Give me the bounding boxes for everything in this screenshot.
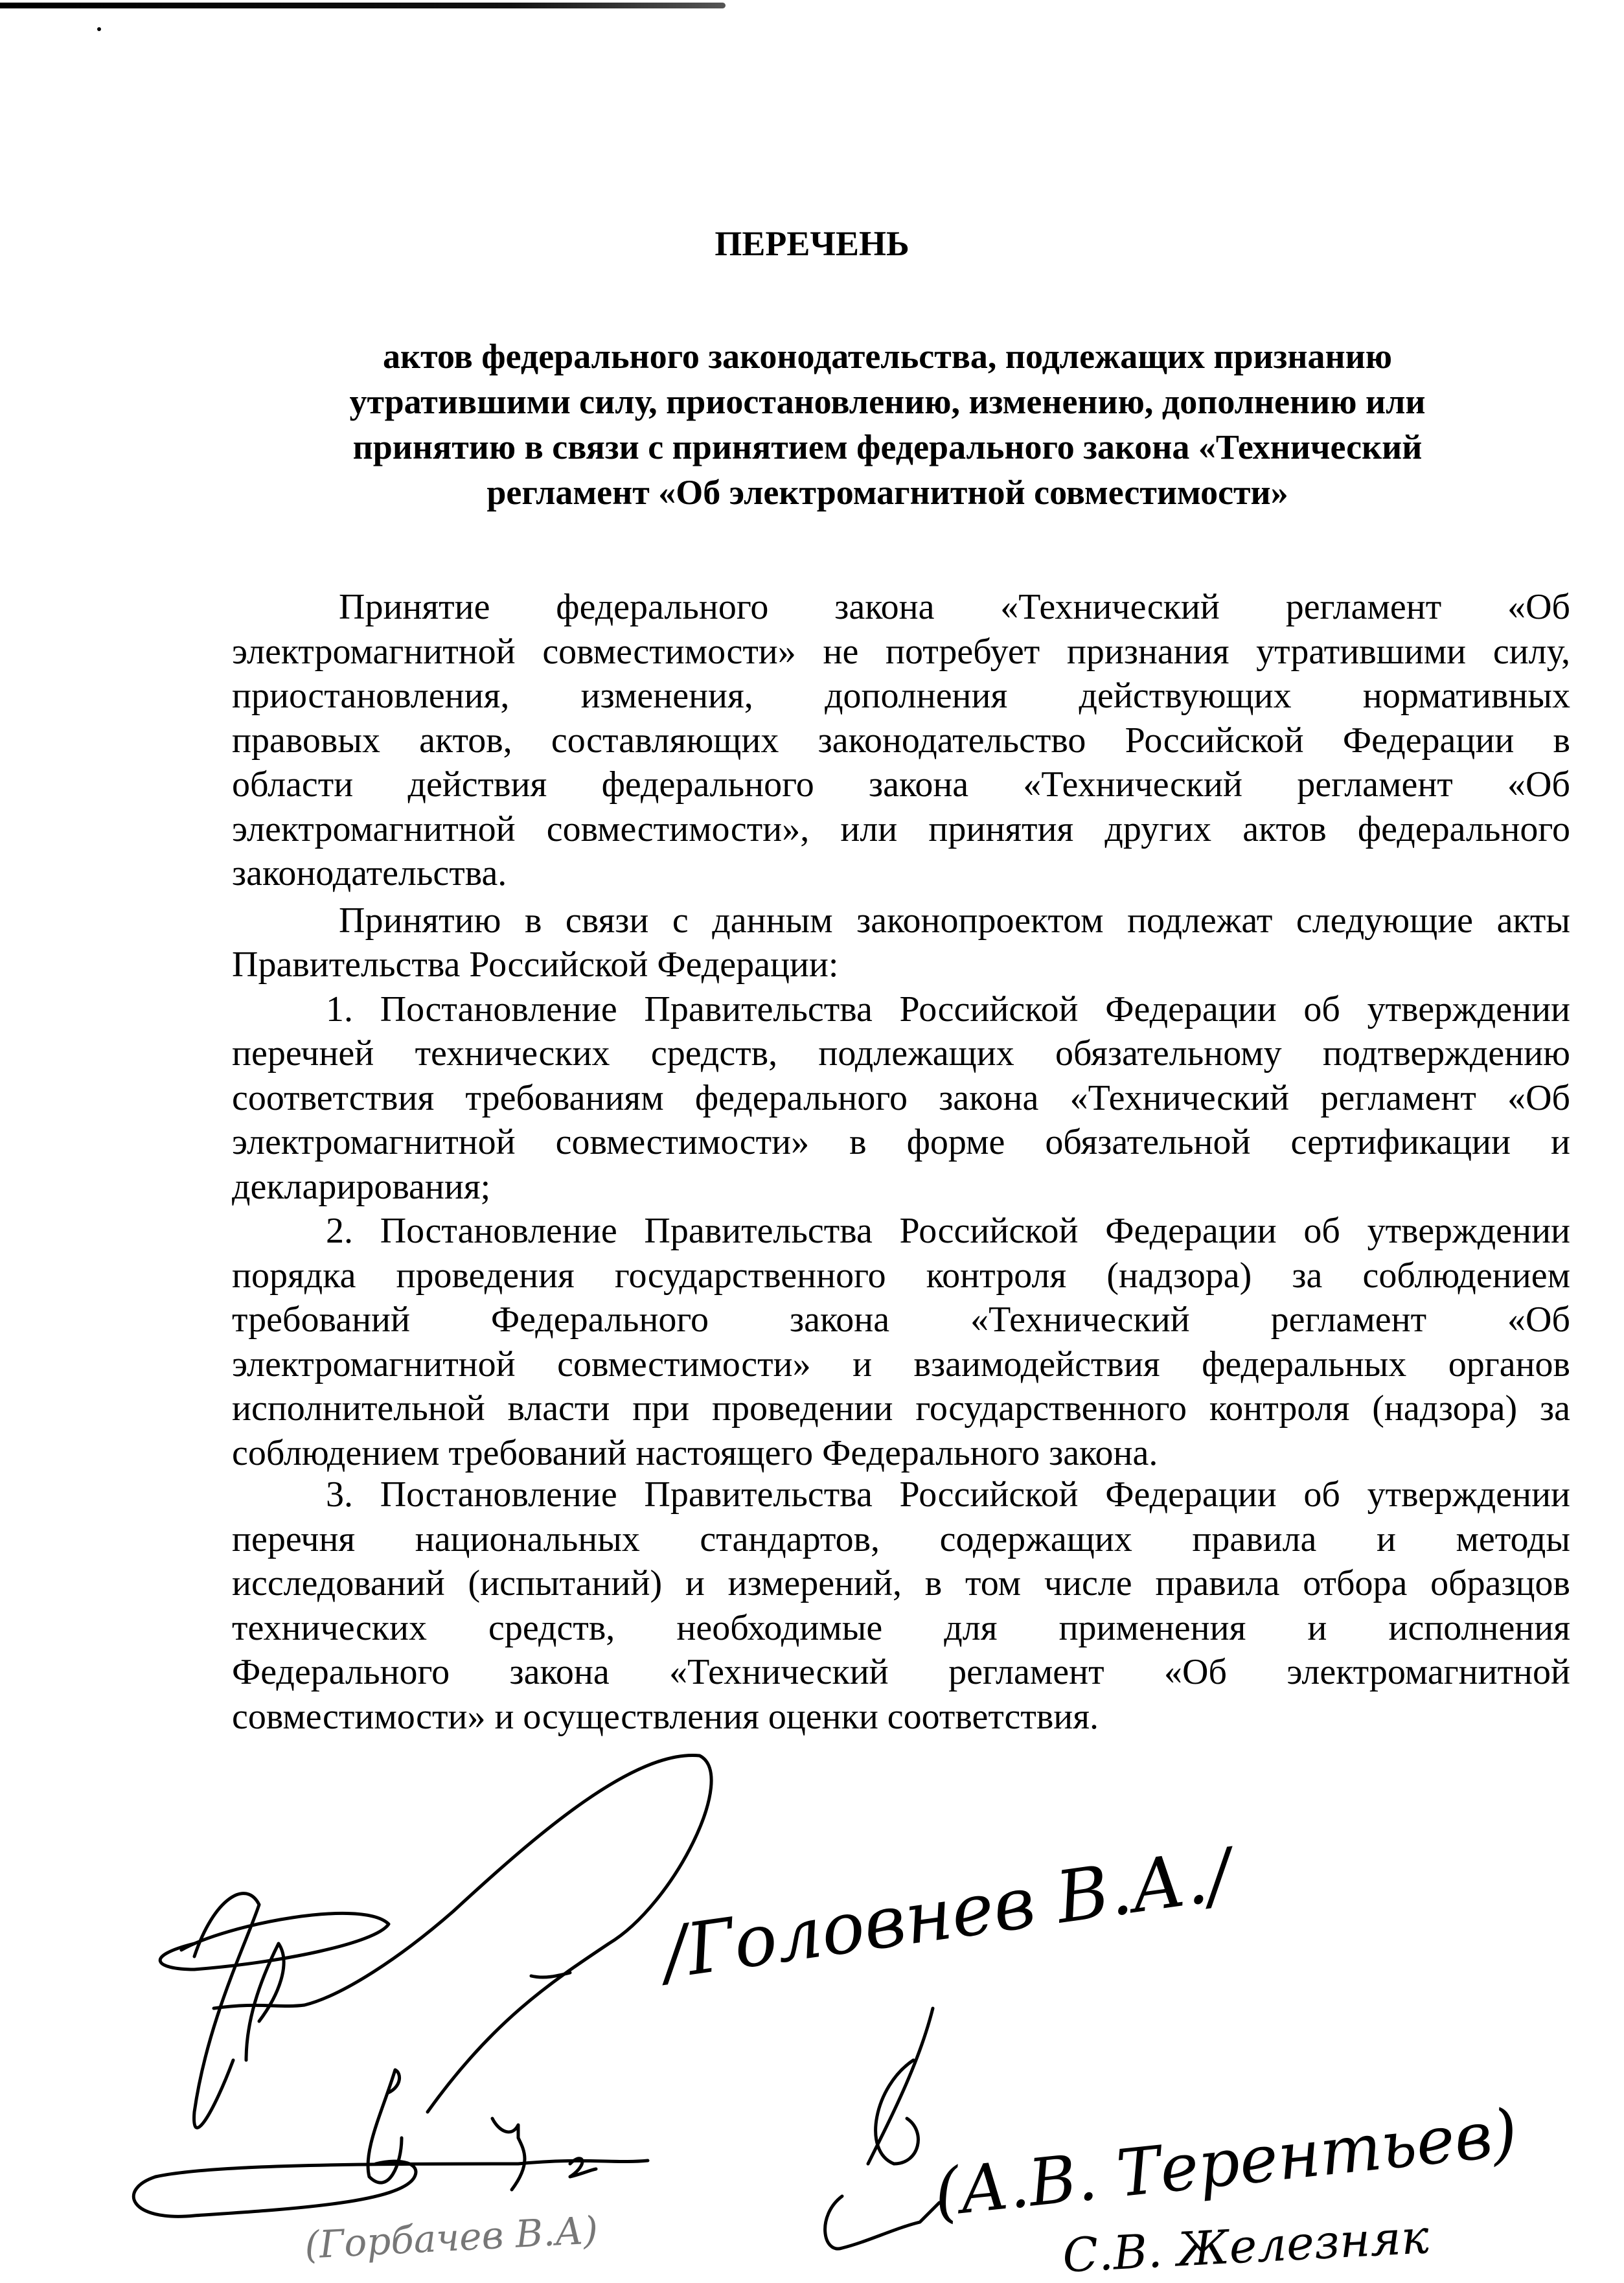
text-line: 2. Постановление Правительства Российской Федерации об утверждении (326, 1211, 1570, 1251)
text-line: электромагнитной совместимости» в форме обязательной сертификации и (232, 1122, 1570, 1162)
paragraph-1 (232, 585, 1570, 896)
text-line: электромагнитной совместимости» и взаимодействия федеральных органов (232, 1344, 1570, 1384)
subtitle-line: принятию в связи с принятием федерального закона «Технический (352, 428, 1423, 466)
text-line: приостановления, изменения, дополнения действующих нормативных (232, 676, 1570, 716)
text-line: 3. Постановление Правительства Российской Федерации об утверждении (326, 1474, 1570, 1515)
list-item-1 (232, 987, 1570, 1210)
signatures-area (0, 1749, 1624, 2283)
list-item-2 (232, 1209, 1570, 1475)
document-body (232, 585, 1570, 1739)
text-line: электромагнитной совместимости» не потребует признания утратившими силу, (232, 631, 1570, 672)
text-line: электромагнитной совместимости», или принятия других актов федерального (232, 809, 1570, 849)
handwritten-name-3: (А.В. Терентьев) (930, 2094, 1521, 2231)
text-line: Правительства Российской Федерации: (232, 945, 839, 985)
text-line: технических средств, необходимые для применения и исполнения (232, 1607, 1570, 1648)
paragraph-2 (232, 899, 1570, 987)
text-line: порядка проведения государственного контроля (надзора) за соблюдением (232, 1255, 1570, 1296)
text-line: соответствия требованиям федерального закона «Технический регламент «Об (232, 1077, 1570, 1118)
scan-edge-line (0, 3, 726, 8)
handwritten-name-4: С.В. Железняк (1061, 2209, 1430, 2283)
text-line: перечней технических средств, подлежащих обязательному подтверждению (232, 1033, 1570, 1073)
text-line: декларирования; (232, 1166, 491, 1207)
subtitle-line: регламент «Об электромагнитной совместимости» (486, 473, 1288, 512)
signature-1 (160, 1755, 711, 2128)
text-line: правовых актов, составляющих законодательство Российской Федерации в (232, 720, 1570, 761)
list-item-3 (232, 1473, 1570, 1739)
subtitle-line: актов федерального законодательства, подлежащих признанию (383, 337, 1392, 376)
signature-strokes (0, 1749, 1624, 2277)
text-line: 1. Постановление Правительства Российской Федерации об утверждении (326, 989, 1570, 1029)
text-line: Федерального закона «Технический регламент «Об электромагнитной (232, 1652, 1570, 1692)
text-line: Принятию в связи с данным законопроектом подлежат следующие акты (339, 900, 1570, 941)
text-line: соблюдением требований настоящего Федерального закона. (232, 1432, 1158, 1473)
text-line: перечня национальных стандартов, содержащих правила и методы (232, 1519, 1570, 1559)
text-line: законодательства. (232, 853, 507, 893)
text-line: исследований (испытаний) и измерений, в том числе правила отбора образцов (232, 1563, 1570, 1603)
text-line: совместимости» и осуществления оценки соответствия. (232, 1696, 1099, 1737)
text-line: требований Федерального закона «Технический регламент «Об (232, 1300, 1570, 1340)
subtitle-line: утратившими силу, приостановлению, изменению, дополнению или (349, 382, 1426, 421)
scan-dot (97, 27, 101, 31)
document-subtitle (259, 334, 1516, 515)
text-line: Принятие федерального закона «Технический регламент «Об (339, 587, 1570, 627)
handwritten-name-2: (Горбачев В.А) (303, 2208, 599, 2267)
signature-3 (825, 2008, 939, 2249)
text-line: области действия федерального закона «Технический регламент «Об (232, 764, 1570, 805)
handwritten-name-1: /Головнев В.А./ (658, 1833, 1237, 1995)
document-title: ПЕРЕЧЕНЬ (715, 224, 909, 263)
signature-2 (133, 2070, 648, 2216)
text-line: исполнительной власти при проведении государственного контроля (надзора) за (232, 1388, 1570, 1428)
